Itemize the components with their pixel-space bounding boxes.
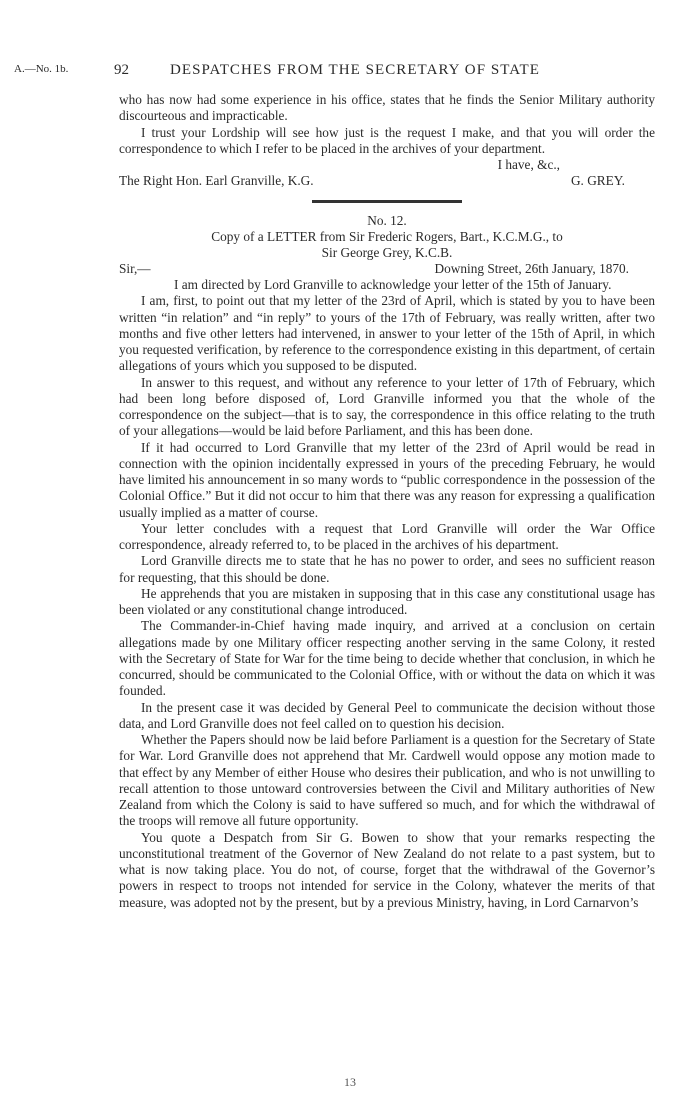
closing-text: I have, &c., — [497, 157, 560, 172]
paragraph: Lord Granville directs me to state that he has no power to order, and sees no sufficient reason for requesting, that this should be done. — [119, 553, 655, 585]
paragraph: In answer to this request, and without any reference to your letter of 17th of February, which had been long before disposed of, Lord Granville informed you that the whole of the correspondence on the subject—that is to say, the correspondence in this office relating to the truth of your allegations—would be laid before Parliament, and this has been done. — [119, 374, 655, 439]
paragraph: You quote a Despatch from Sir G. Bowen to show that your remarks respecting the unconstitutional treatment of the Governor of New Zealand do not relate to a past system, but to what is now taking place. You do not, of course, forget that the withdrawal of the Governor’s powers in respect to troops not intended for service in the Colony, whatever the merits of that measure, was adopted not by the present, but by a previous Ministry, having, in Lord Carnarvon’s — [119, 829, 655, 910]
closing-line — [119, 157, 655, 173]
footer-mark: 13 — [344, 1075, 356, 1089]
letter-heading-line-2: Sir George Grey, K.C.B. — [321, 244, 453, 260]
document-reference: A.—No. 1b. — [14, 63, 69, 75]
letter-heading — [119, 229, 655, 261]
paragraph: Your letter concludes with a request that Lord Granville will order the War Office correspondence, already referred to, to be placed in the archives of his department. — [119, 520, 655, 552]
paragraph: I am directed by Lord Granville to acknowledge your letter of the 15th of January. — [174, 277, 612, 292]
paragraph-continued: who has now had some experience in his office, states that he finds the Senior Military authority discourteous and impracticable. — [119, 92, 655, 124]
signature-row — [119, 173, 655, 189]
letter-number: No. 12. — [367, 212, 407, 228]
paragraph: He apprehends that you are mistaken in supposing that in this case any constitutional usage has been violated or any constitutional change introduced. — [119, 585, 655, 617]
letter-heading-line-1: Copy of a LETTER from Sir Frederic Rogers, Bart., K.C.M.G., to — [211, 228, 563, 244]
salutation: Sir,— — [119, 260, 151, 276]
page-number: 92 — [114, 62, 129, 78]
signature: G. GREY. — [570, 173, 625, 189]
running-title: DESPATCHES FROM THE SECRETARY OF STATE — [170, 62, 540, 78]
paragraph: The Commander-in-Chief having made inquiry, and arrived at a conclusion on certain allegations made by one Military officer respecting another serving in the same Colony, it rested with the Secretary of State for War for the time being to decide whether that conclusion, in which he concurred, should be communicated to the Colonial Office, with or without the data on which it was founded. — [119, 618, 655, 699]
page-body — [119, 92, 655, 911]
salutation-row — [119, 261, 655, 277]
paragraph: If it had occurred to Lord Granville that my letter of the 23rd of April would be read in connection with the opinion incidentally expressed in yours of the preceding February, he would have limited his announcement in so many words to “public correspondence in the possession of the Colonial Office.” But it did not occur to him that there was any reason for expressing a qualification usually implied as a matter of course. — [119, 439, 655, 520]
paragraph-request: I trust your Lordship will see how just is the request I make, and that you will order the correspondence to which I refer to be placed in the archives of your department. — [119, 124, 655, 156]
paragraph: Whether the Papers should now be laid before Parliament is a question for the Secretary of State for War. Lord Granville does not apprehend that Mr. Cardwell would oppose any motion made to that effect by any Member of either House who desires their publication, and who is not unwilling to recall attention to those untoward controversies between the Civil and Military authorities of New Zealand from which the Colony is said to have suffered so much, and for which the withdrawal of the troops will remove all future opportunity. — [119, 732, 655, 829]
paragraph: In the present case it was decided by General Peel to communicate the decision without those data, and Lord Granville does not feel called on to question his decision. — [119, 699, 655, 731]
addressee: The Right Hon. Earl Granville, K.G. — [119, 173, 314, 189]
paragraph: I am, first, to point out that my letter of the 23rd of April, which is stated by you to have been written “in relation” and “in reply” to yours of the 17th of February, was really written, after two months and five other letters had intervened, in answer to your letter of the 15th of April, in which you requested verification, by reference to the correspondence existing in this department, of certain allegations of yours which you supposed to be disputed. — [119, 293, 655, 374]
dateline: Downing Street, 26th January, 1870. — [434, 260, 629, 276]
section-divider — [312, 200, 462, 203]
page-header — [0, 62, 700, 82]
